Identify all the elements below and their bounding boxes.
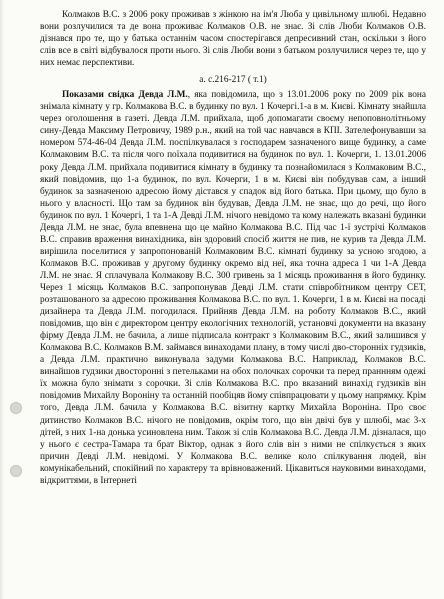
intro-paragraph: Колмаков В.С. з 2006 року проживав з жінкою на ім'я Люба у цивільному шлюбі. Недавно вони розлучилися та де вона проживає Колмаков О.В. не знає. Зі слів Люби Колмаков О.В. дізнався про те, що у батька останнім часом спостерігався депресивний стан, оскільки з його слів все в світі відбувалося проти нього. Зі слів Люби вони з батьком розлучилися через те, що у них немає перспективи. [40,10,426,69]
witness-heading: Показами свідка Девда Л.М. [62,90,188,101]
witness-text: , яка повідомила, що з 13.01.2006 року по 2009 рік вона знімала кімнату у гр. Колмакова В.С. в будинку по вул. 1 Кочергі.1-а в м. Києві. Кімнату знайшла через оголошення в газеті. Девда Л.М. прийхала, щоб допомагати своєму непоповнолітньому сину-Девда Максиму Петровичу, 1989 р.н., який на той час навчався в КПІ. Зателефонувавши за номером 574-46-04 Девда Л.М. поспілкувалася з господарем зазначеного вище будинку, а саме Колмаковим В.С. та після чого поїхала подивитися на будинок по вул. 1. Кочерги, 1. 13.01.2006 року Девда Л.М. прийхала подивитися кімнату в будинку та познайомилася з Колмаковим В.С., який повідомив, що 1-а будинок, по вул. Кочерги, 1 в м. Києві він побудував сам, а інший будинок за зазначеною адресою йому дістався у спадок від його батька. При цьому, що було в нього у власності. Що там за будинок він будував, Девда Л.М. не знає, що до речі, що його будинок по вул. 1 Кочергі, 1 та 1-А Девді Л.М. нічого невідомо та кому належать вказані будинки Девда Л.М. не знає, була впевнена що це майно Колмакова В.С. Під час 1-ї зустрічі Колмаков В.С. справив враження винахідника, він здоровий спосіб життя не пив, не курив та Девда Л.М. вирішила поселитися у запропонованій Колмаковим В.С. кімнаті будинку за усною згодою, а Колмаков В.С. проживав у другому будинку окремо від неї, яка точна адреса 1 чи 1-А Девда Л.М. не знає. Я сплачувала Колмакову В.С. 300 гривень за 1 місяць проживання в його будинку. Через 1 місяць Колмаков В.С. запропонував Девді Л.М. стати співробітником центру СЕТ, розташованого за адресою проживання Колмакова В.С. по вул. 1. Кочерги, 1 в м. Києві на посаді дизайнера та Девда Л.М. погодилася. Прийняв Девда Л.М. на роботу Колмаков В.С., який повідомив, що він є директором центру екологічних технологій, установчі документи на вказану фірму Девда Л.М. не бачила, а лише підписала контракт з Колмаковим В.С., який залишився у Колмакова В.С. Колмаков В.М. займався винаходами плану, в тому числі дво-сторонніх гудзиків, а Девда Л.М. практично виконувала задуми Колмакова В.С. Наприклад, Колмаков В.С. винайшов гудзики двосторонні з петельками на обох полочках сорочки та перед праннням одежі їх можна було знімати з сорочки. Зі слів Колмакова В.С. про вказаний винахід гудзиків він повідомив Михайлу Вороніну та останній пообіцяв йому співпрацювати у цьому напрямку. Крім того, Девда Л.М. бачила у Колмакова В.С. візитну картку Михайла Вороніна. Про своє дитинство Колмаков В.С. нічого не повідомив, окрім того, що він двічі був у шлюбі, має 3-х дітей, з них 1-на донька усиновлена ним. Також зі слів Колмакова В.С. Девда Л.М. дізналася, що у нього є сестра-Тамара та брат Віктор, однак з його слів він з ними не спілкується з яких причин Девді Л.М. невідомі. У Колмакова В.С. велике коло спілкування людей, він комунікабельний, спокійний по характеру та врівноважений. Цікавиться науковими винаходами, відкриттями, в Інтернеті [40,90,427,486]
witness-paragraph [40,89,426,487]
punch-hole [10,465,22,477]
scan-edge-shadow [0,0,4,599]
punch-hole [10,402,22,414]
case-reference: а. с.216-217 ( т.1) [199,75,267,86]
